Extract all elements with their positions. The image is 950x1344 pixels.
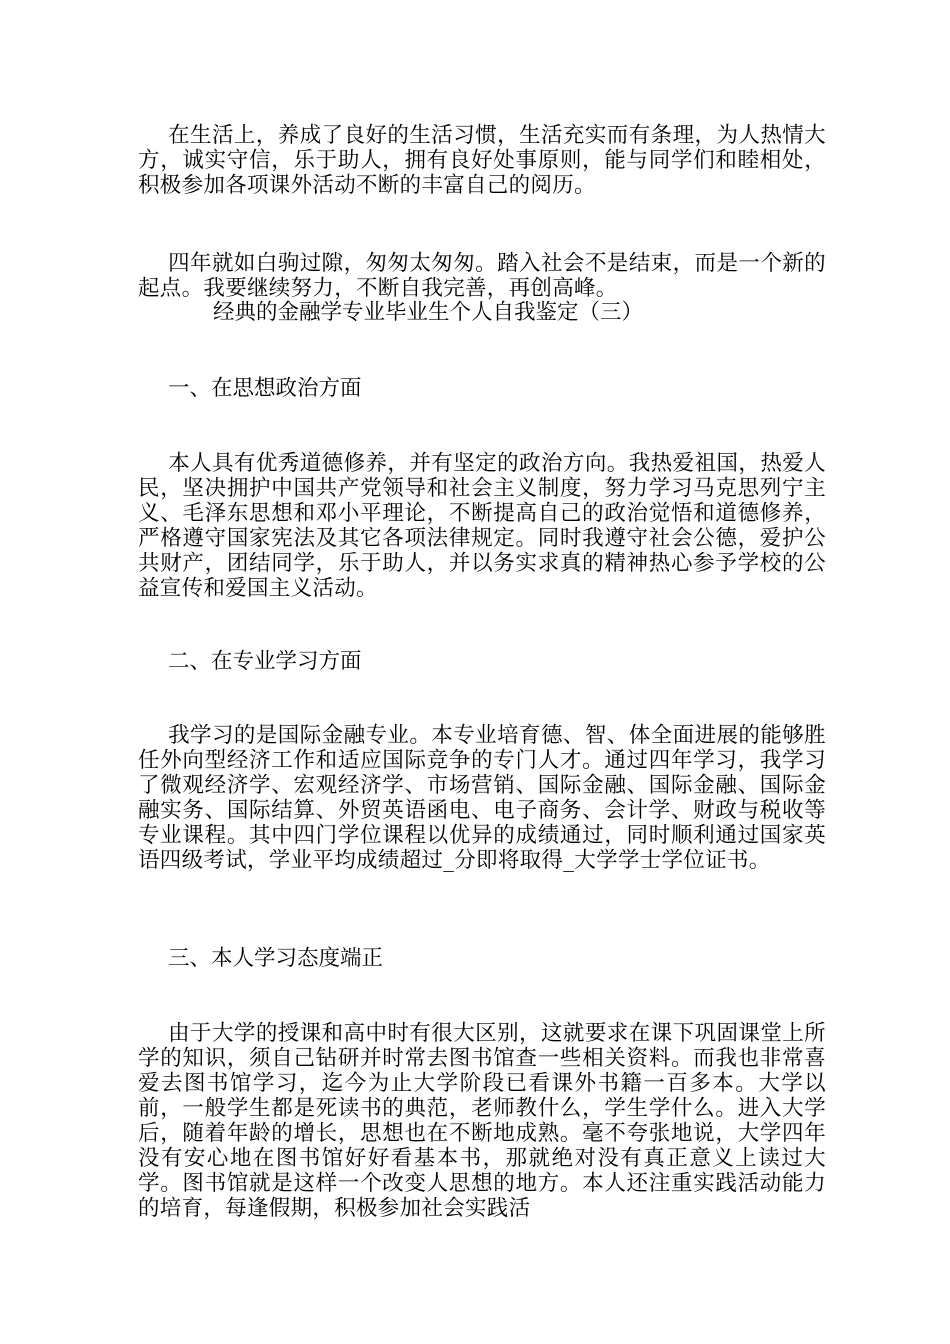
heading-politics: 一、在思想政治方面: [168, 376, 362, 401]
paragraph-text: 由于大学的授课和高中时有很大区别，这就要求在课下巩固课堂上所学的知识，须自己钻研并时常去图书馆查一些相关资料。而我也非常喜爱去图书馆学习，迄今为止大学阶段已看课外书籍一百多本。大学以前，一般学生都是死读书的典范，老师教什么，学生学什么。进入大学后，随着年龄的增长，思想也在不断地成熟。毫不夸张地说，大学四年没有安心地在图书馆好好看基本书，那就绝对没有真正意义上读过大学。图书馆就是这样一个改变人思想的地方。本人还注重实践活动能力的培育，每逢假期，积极参加社会实践活: [138, 1021, 826, 1221]
paragraph-text: 四年就如白驹过隙，匆匆太匆匆。踏入社会不是结束，而是一个新的起点。我要继续努力，不断自我完善，再创高峰。: [138, 251, 826, 301]
paragraph-life: [138, 123, 826, 198]
paragraph-text: 在生活上，养成了良好的生活习惯，生活充实而有条理，为人热情大方，诚实守信，乐于助人，拥有良好处事原则，能与同学们和睦相处，积极参加各项课外活动不断的丰富自己的阅历。: [138, 123, 826, 198]
paragraph-text: 本人具有优秀道德修养，并有坚定的政治方向。我热爱祖国，热爱人民，坚决拥护中国共产党领导和社会主义制度，努力学习马克思列宁主义、毛泽东思想和邓小平理论，不断提高自己的政治觉悟和道德修养，严格遵守国家宪法及其它各项法律规定。同时我遵守社会公德，爱护公共财产，团结同学，乐于助人，并以务实求真的精神热心参予学校的公益宣传和爱国主义活动。: [138, 451, 826, 601]
paragraph-attitude: [138, 1021, 826, 1221]
paragraph-study: [138, 723, 826, 873]
paragraph-four-years: [138, 251, 826, 301]
heading-study: 二、在专业学习方面: [168, 649, 362, 674]
paragraph-politics: [138, 451, 826, 601]
heading-attitude: 三、本人学习态度端正: [168, 946, 384, 971]
section-title: 经典的金融学专业毕业生个人自我鉴定（三）: [213, 300, 644, 325]
paragraph-text: 我学习的是国际金融专业。本专业培育德、智、体全面进展的能够胜任外向型经济工作和适应国际竞争的专门人才。通过四年学习，我学习了微观经济学、宏观经济学、市场营销、国际金融、国际金融、国际金融实务、国际结算、外贸英语函电、电子商务、会计学、财政与税收等专业课程。其中四门学位课程以优异的成绩通过，同时顺利通过国家英语四级考试，学业平均成绩超过_分即将取得_大学学士学位证书。: [138, 723, 826, 873]
